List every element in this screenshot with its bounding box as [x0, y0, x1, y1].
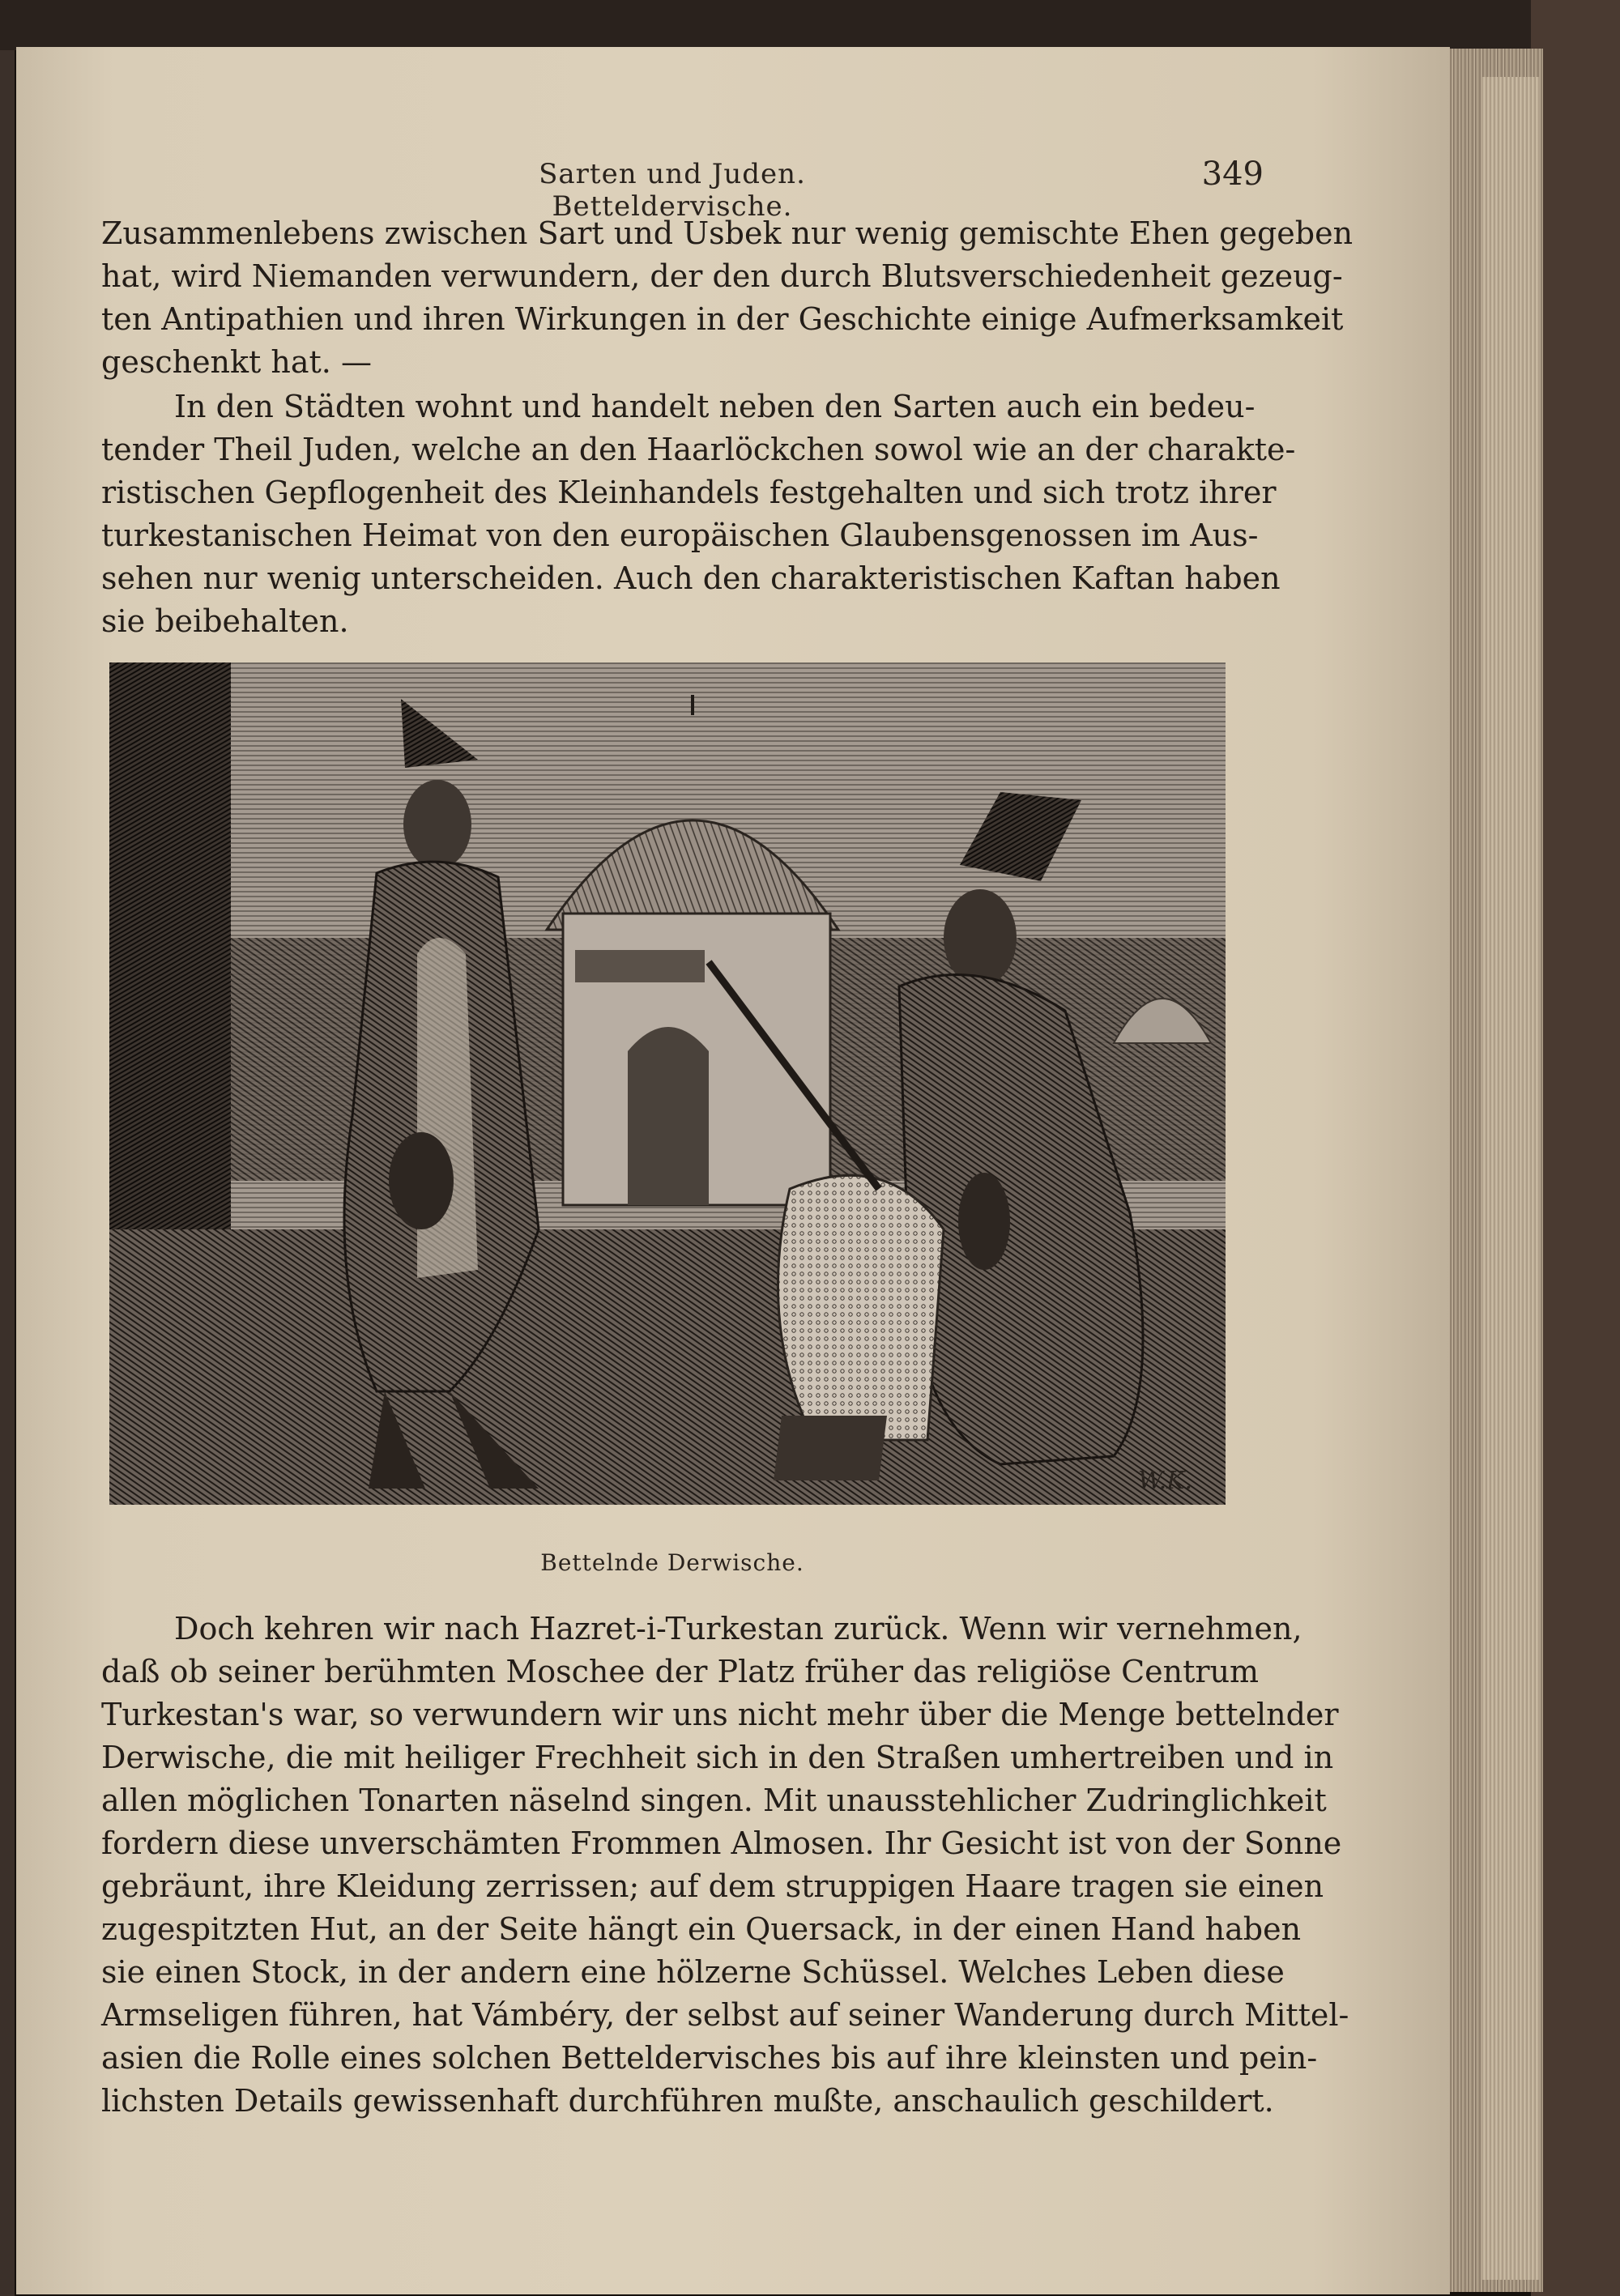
text-line: daß ob seiner berühmten Moschee der Platz früher das religiöse Centrum — [101, 1654, 1260, 1689]
paragraph-2 — [101, 386, 1296, 643]
text-line: hat, wird Niemanden verwundern, der den durch Blutsverschiedenheit gezeug- — [101, 258, 1343, 294]
engraving-illustration — [109, 662, 1226, 1505]
text-line: Armseligen führen, hat Vámbéry, der selbst auf seiner Wanderung durch Mittel- — [101, 1997, 1349, 2033]
text-line: fordern diese unverschämten Frommen Almosen. Ihr Gesicht ist von der Sonne — [101, 1825, 1342, 1861]
book-cover-left — [0, 0, 15, 2296]
text-line: Derwische, die mit heiliger Frechheit sich in den Straßen umhertreiben und in — [101, 1740, 1334, 1775]
text-line: sehen nur wenig unterscheiden. Auch den charakteristischen Kaftan haben — [101, 560, 1281, 596]
text-line: gebräunt, ihre Kleidung zerrissen; auf dem struppigen Haare tragen sie einen — [101, 1868, 1324, 1904]
paragraph-1 — [101, 212, 1354, 384]
dervishes-engraving — [109, 662, 1226, 1505]
text-line: ristischen Gepflogenheit des Kleinhandels festgehalten und sich trotz ihrer — [101, 475, 1277, 510]
text-line: ten Antipathien und ihren Wirkungen in der Geschichte einige Aufmerksamkeit — [101, 301, 1344, 337]
text-line: asien die Rolle eines solchen Betteldervisches bis auf ihre kleinsten und pein- — [101, 2040, 1318, 2076]
artist-signature: W.K. — [1138, 1467, 1193, 1495]
figure-caption: Bettelnde Derwische. — [540, 1549, 804, 1576]
text-line: Turkestan's war, so verwundern wir uns nicht mehr über die Menge bettelnder — [101, 1697, 1339, 1732]
text-line: In den Städten wohnt und handelt neben den Sarten auch ein bedeu- — [174, 389, 1256, 424]
paragraph-3 — [101, 1608, 1349, 2123]
text-line: zugespitzten Hut, an der Seite hängt ein Quersack, in der einen Hand haben — [101, 1911, 1302, 1947]
page-block-edge-inner — [1482, 77, 1539, 2280]
text-line: Doch kehren wir nach Hazret-i-Turkestan zurück. Wenn wir vernehmen, — [174, 1611, 1302, 1646]
text-line: geschenkt hat. — — [101, 344, 372, 380]
book-cover-right — [1531, 0, 1620, 2296]
text-line: lichsten Details gewissenhaft durchführen mußte, anschaulich geschildert. — [101, 2083, 1274, 2119]
text-line: allen möglichen Tonarten näselnd singen. Mit unausstehlicher Zudringlichkeit — [101, 1783, 1327, 1818]
running-header: Sarten und Juden. Betteldervische. — [539, 158, 806, 223]
text-line: sie einen Stock, in der andern eine hölzerne Schüssel. Welches Leben diese — [101, 1954, 1285, 1990]
text-line: sie beibehalten. — [101, 603, 349, 639]
text-line: tender Theil Juden, welche an den Haarlöckchen sowol wie an der charakte- — [101, 432, 1296, 467]
page-number: 349 — [1201, 155, 1264, 193]
text-line: turkestanischen Heimat von den europäischen Glaubensgenossen im Aus- — [101, 518, 1259, 553]
text-line: Zusammenlebens zwischen Sart und Usbek nur wenig gemischte Ehen gegeben — [101, 215, 1354, 251]
book-cover-top — [0, 0, 1620, 50]
